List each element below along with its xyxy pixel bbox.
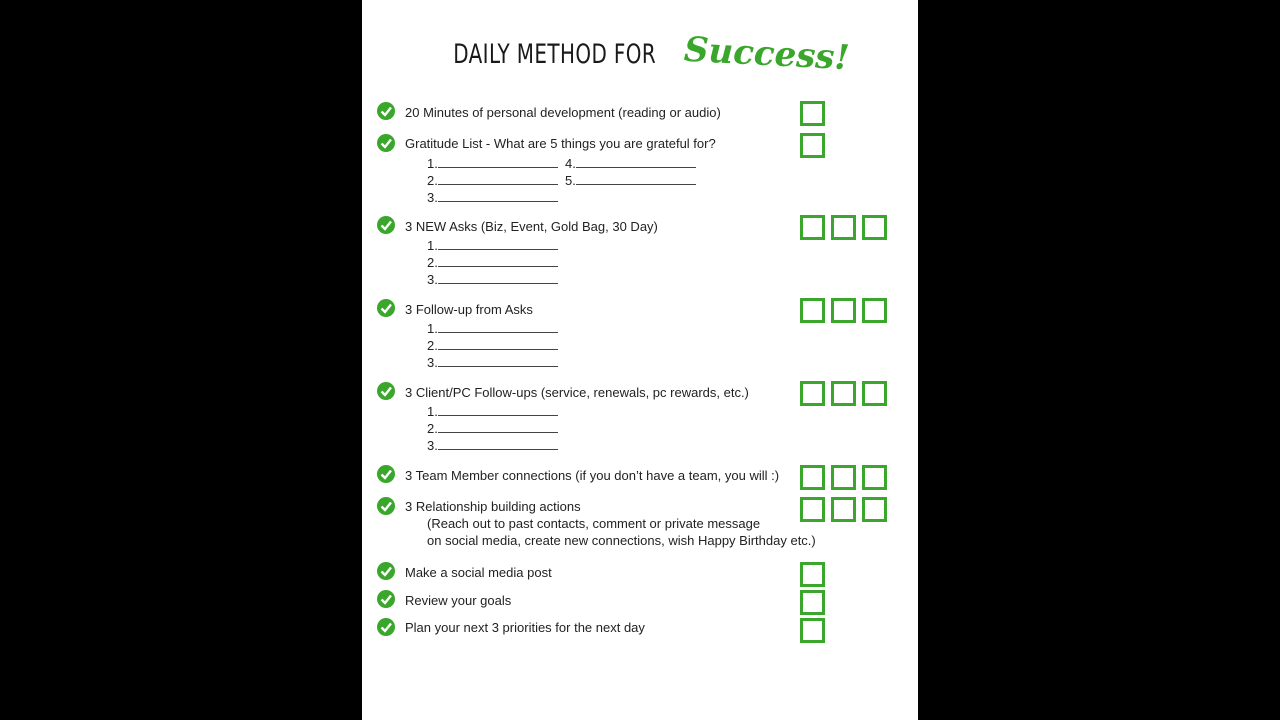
checkbox[interactable] xyxy=(800,215,825,240)
blank-line[interactable] xyxy=(427,437,558,453)
blank-line[interactable] xyxy=(427,403,558,419)
blank-line[interactable] xyxy=(427,237,558,253)
checkbox[interactable] xyxy=(862,497,887,522)
checkbox[interactable] xyxy=(800,465,825,490)
checkbox[interactable] xyxy=(831,381,856,406)
check-icon xyxy=(377,382,395,400)
checkbox[interactable] xyxy=(831,298,856,323)
blank-number: 1. xyxy=(427,156,438,171)
check-icon xyxy=(377,562,395,580)
item-label: Plan your next 3 priorities for the next day xyxy=(405,620,645,635)
item-label: 20 Minutes of personal development (reading or audio) xyxy=(405,105,721,120)
item-label: 3 Client/PC Follow-ups (service, renewals, pc rewards, etc.) xyxy=(405,385,749,400)
blank-number: 2. xyxy=(427,421,438,436)
checkbox[interactable] xyxy=(800,590,825,615)
blank-line[interactable] xyxy=(565,172,696,188)
check-icon xyxy=(377,465,395,483)
check-icon xyxy=(377,590,395,608)
blank-line[interactable] xyxy=(427,172,558,188)
checkbox[interactable] xyxy=(800,298,825,323)
item-label: Make a social media post xyxy=(405,565,552,580)
blank-number: 2. xyxy=(427,173,438,188)
item-label: 3 Team Member connections (if you don’t have a team, you will :) xyxy=(405,468,780,483)
blank-line[interactable] xyxy=(427,420,558,436)
check-icon xyxy=(377,497,395,515)
blank-line[interactable] xyxy=(427,320,558,336)
blank-number: 2. xyxy=(427,338,438,353)
checkbox[interactable] xyxy=(862,298,887,323)
checkbox[interactable] xyxy=(862,465,887,490)
item-label: Gratitude List - What are 5 things you are grateful for? xyxy=(405,136,716,151)
blank-number: 4. xyxy=(565,156,576,171)
check-icon xyxy=(377,618,395,636)
check-icon xyxy=(377,134,395,152)
checkbox[interactable] xyxy=(831,497,856,522)
blank-line[interactable] xyxy=(427,271,558,287)
checkbox[interactable] xyxy=(800,101,825,126)
checkbox[interactable] xyxy=(831,465,856,490)
blank-number: 1. xyxy=(427,238,438,253)
item-label: 3 Relationship building actions xyxy=(405,499,581,514)
blank-number: 3. xyxy=(427,190,438,205)
blank-line[interactable] xyxy=(427,254,558,270)
item-note: on social media, create new connections, wish Happy Birthday etc.) xyxy=(427,533,816,548)
blank-line[interactable] xyxy=(427,189,558,205)
check-icon xyxy=(377,299,395,317)
check-icon xyxy=(377,102,395,120)
item-label: 3 NEW Asks (Biz, Event, Gold Bag, 30 Day) xyxy=(405,219,658,234)
blank-line[interactable] xyxy=(427,155,558,171)
blank-number: 1. xyxy=(427,321,438,336)
checkbox[interactable] xyxy=(831,215,856,240)
blank-line[interactable] xyxy=(427,354,558,370)
blank-line[interactable] xyxy=(427,337,558,353)
blank-number: 5. xyxy=(565,173,576,188)
checkbox[interactable] xyxy=(862,215,887,240)
item-label: 3 Follow-up from Asks xyxy=(405,302,533,317)
blank-number: 3. xyxy=(427,438,438,453)
item-note: (Reach out to past contacts, comment or private message xyxy=(427,516,761,531)
blank-number: 3. xyxy=(427,272,438,287)
checkbox[interactable] xyxy=(800,618,825,643)
title-plain: DAILY METHOD FOR xyxy=(452,38,656,70)
checkbox[interactable] xyxy=(800,562,825,587)
blank-number: 3. xyxy=(427,355,438,370)
blank-number: 2. xyxy=(427,255,438,270)
page-title xyxy=(362,29,918,79)
blank-number: 1. xyxy=(427,404,438,419)
blank-line[interactable] xyxy=(565,155,696,171)
checkbox[interactable] xyxy=(862,381,887,406)
title-accent: Success! xyxy=(683,29,851,79)
checkbox[interactable] xyxy=(800,497,825,522)
checkbox[interactable] xyxy=(800,381,825,406)
checkbox[interactable] xyxy=(800,133,825,158)
check-icon xyxy=(377,216,395,234)
worksheet-page xyxy=(362,0,918,720)
item-label: Review your goals xyxy=(405,593,512,608)
